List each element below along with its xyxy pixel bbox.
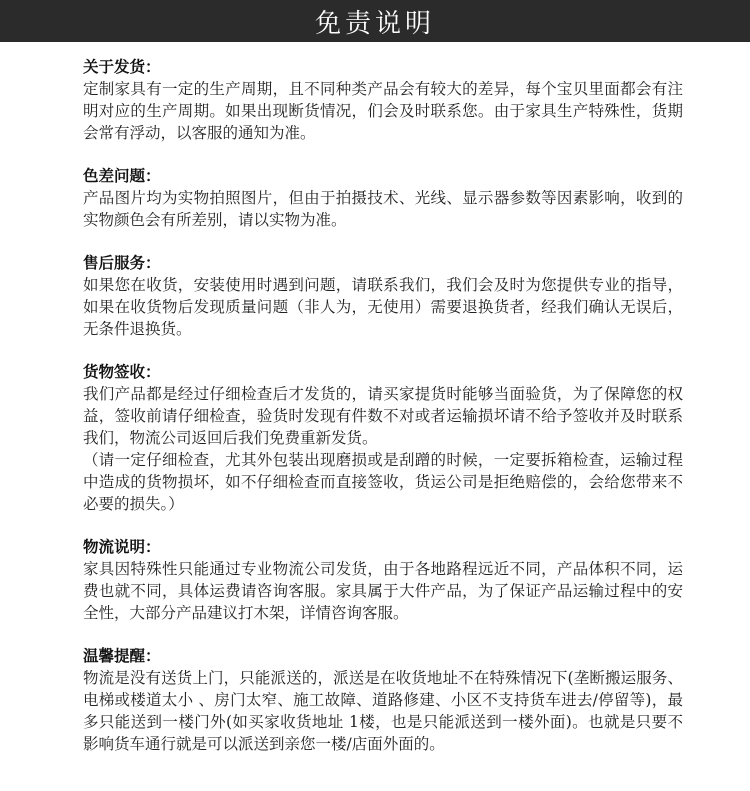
section-paragraph: 产品图片均为实物拍照图片，但由于拍摄技术、光线、显示器参数等因素影响，收到的实物颜色会有所差别，请以实物为准。 — [83, 189, 683, 229]
section-paragraph: 我们产品都是经过仔细检查后才发货的，请买家提货时能够当面验货，为了保障您的权益，签收前请仔细检查，验货时发现有件数不对或者运输损坏请不给予签收并及时联系我们，物流公司返回后我们免费重新发货。 — [83, 385, 683, 447]
section-title: 色差问题： — [83, 167, 161, 185]
section-shipping — [83, 56, 683, 144]
page-title: 免责说明 — [314, 8, 435, 39]
disclaimer-content — [83, 56, 683, 776]
section-title: 关于发货： — [83, 58, 161, 76]
section-paragraph: 定制家具有一定的生产周期，且不同种类产品会有较大的差异，每个宝贝里面都会有注明对应的生产周期。如果出现断货情况，们会及时联系您。由于家具生产特殊性，货期会常有浮动，以客服的通知为准。 — [83, 80, 683, 142]
section-paragraph: 物流是没有送货上门，只能派送的，派送是在收货地址不在特殊情况下(垄断搬运服务、电梯或楼道太小 、房门太窄、施工故障、道路修建、小区不支持货车进去/停留等)，最多只能送到一楼门外(如买家收货地址 1楼，也是只能派送到一楼外面)。也就是只要不影响货车通行就是可以派送到亲您一楼/店面外面的。 — [83, 669, 683, 753]
section-title: 物流说明： — [83, 538, 161, 556]
section-paragraph: 如果您在收货，安装使用时遇到问题，请联系我们，我们会及时为您提供专业的指导，如果在收货物后发现质量问题（非人为，无使用）需要退换货者，经我们确认无误后，无条件退换货。 — [83, 276, 683, 338]
section-receipt — [83, 361, 683, 515]
section-after-sales — [83, 252, 683, 340]
section-title: 货物签收： — [83, 363, 161, 381]
section-logistics — [83, 536, 683, 624]
page-header — [0, 0, 750, 42]
section-paragraph: 家具因特殊性只能通过专业物流公司发货，由于各地路程远近不同，产品体积不同，运费也就不同，具体运费请咨询客服。家具属于大件产品，为了保证产品运输过程中的安全性，大部分产品建议打木架，详情咨询客服。 — [83, 560, 683, 622]
section-title: 温馨提醒： — [83, 647, 161, 665]
section-reminder — [83, 645, 683, 755]
section-color-difference — [83, 165, 683, 231]
section-paragraph-note: （请一定仔细检查，尤其外包装出现磨损或是刮蹭的时候，一定要拆箱检查，运输过程中造成的货物损坏，如不仔细检查而直接签收，货运公司是拒绝赔偿的，会给您带来不必要的损失。） — [83, 451, 683, 513]
section-title: 售后服务： — [83, 254, 161, 272]
